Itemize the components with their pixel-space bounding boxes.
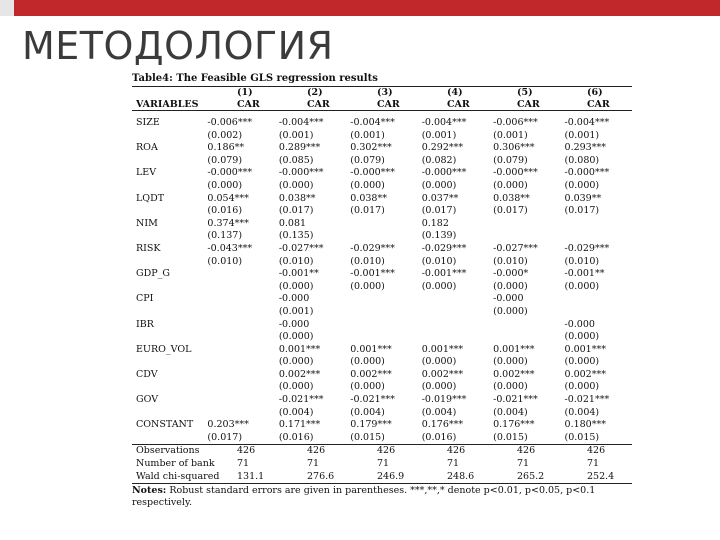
value-cell: 0.037** <box>421 192 459 204</box>
value-cell: (0.004) <box>278 406 314 418</box>
value-cell: (0.079) <box>350 154 385 166</box>
value-cell <box>346 293 417 306</box>
value-cell: (0.000) <box>350 179 385 191</box>
value-cell: 131.1 <box>237 470 265 482</box>
value-cell <box>418 319 489 332</box>
value-cell <box>346 306 417 319</box>
value-cell: (0.000) <box>278 280 314 292</box>
value-cell: -0.000*** <box>207 167 253 179</box>
value-cell: (0.000) <box>278 381 314 393</box>
row-label-cell: Number of bank <box>136 458 215 470</box>
value-cell: -0.021*** <box>350 394 395 406</box>
coefficient-row <box>132 193 632 206</box>
value-cell: (1) <box>237 87 253 98</box>
value-cell <box>203 369 274 382</box>
row-label-cell: Observations <box>136 445 200 457</box>
value-cell: (0.016) <box>207 205 243 217</box>
value-cell <box>418 331 489 344</box>
std-error-row <box>132 356 632 369</box>
coefficient-row <box>132 218 632 231</box>
value-cell: (6) <box>587 87 603 98</box>
value-cell: -0.000*** <box>421 167 467 179</box>
value-cell: -0.000*** <box>350 167 395 179</box>
value-cell: -0.029*** <box>421 242 467 254</box>
value-cell: 0.374*** <box>207 217 249 229</box>
row-label-cell <box>132 230 203 243</box>
value-cell: 0.182 <box>421 217 449 229</box>
value-cell: -0.027*** <box>493 242 538 254</box>
value-cell: 426 <box>377 445 396 457</box>
value-cell: 426 <box>237 445 256 457</box>
value-cell: CAR <box>447 98 470 110</box>
value-cell: (0.000) <box>493 179 528 191</box>
value-cell: 252.4 <box>587 470 615 482</box>
summary-row <box>132 471 653 484</box>
value-cell: (0.010) <box>564 255 600 267</box>
value-cell: (0.001) <box>564 129 600 141</box>
value-cell: (2) <box>307 87 323 98</box>
value-cell: 0.002*** <box>278 368 321 380</box>
value-cell: 246.9 <box>377 470 405 482</box>
value-cell: -0.019*** <box>421 394 467 406</box>
value-cell <box>489 218 560 231</box>
value-cell: -0.027*** <box>278 242 324 254</box>
value-cell: 0.002*** <box>350 368 392 380</box>
row-label-cell <box>132 432 203 445</box>
value-cell: (4) <box>447 87 463 98</box>
top-accent-bar-left-segment <box>0 0 14 16</box>
value-cell: 0.001*** <box>493 343 535 355</box>
value-cell: 0.002*** <box>564 368 606 380</box>
coefficient-row <box>132 319 632 332</box>
value-cell: (0.079) <box>493 154 528 166</box>
value-cell: -0.043*** <box>207 242 253 254</box>
value-cell: (0.004) <box>350 406 385 418</box>
value-cell <box>203 306 274 319</box>
row-label-cell: NIM <box>136 217 158 229</box>
value-cell <box>418 293 489 306</box>
value-cell: (0.000) <box>421 280 457 292</box>
row-label-cell <box>132 407 203 420</box>
std-error-row <box>132 155 632 168</box>
value-cell: (0.010) <box>350 255 385 267</box>
row-label-cell: RISK <box>136 242 161 254</box>
value-cell <box>203 331 274 344</box>
value-cell: 426 <box>307 445 326 457</box>
value-cell: -0.021*** <box>493 394 538 406</box>
value-cell: 248.6 <box>447 470 475 482</box>
coefficient-row <box>132 293 632 306</box>
row-label-cell <box>132 180 203 193</box>
value-cell <box>489 319 560 332</box>
value-cell: (0.000) <box>278 356 314 368</box>
value-cell: (0.000) <box>493 356 528 368</box>
value-cell: (0.079) <box>207 154 243 166</box>
value-cell <box>489 331 560 344</box>
value-cell: 71 <box>237 458 250 470</box>
row-label-cell <box>132 87 233 99</box>
value-cell: 426 <box>517 445 536 457</box>
regression-table <box>132 87 653 110</box>
value-cell: CAR <box>307 98 330 110</box>
value-cell: (0.002) <box>207 129 243 141</box>
value-cell: -0.004*** <box>278 117 324 128</box>
value-cell: 0.179*** <box>350 419 392 431</box>
std-error-row <box>132 331 632 344</box>
value-cell: CAR <box>517 98 540 110</box>
value-cell: 0.176*** <box>421 419 464 431</box>
value-cell: (0.017) <box>207 431 243 443</box>
value-cell: 265.2 <box>517 470 545 482</box>
value-cell: (0.016) <box>421 431 457 443</box>
value-cell: 0.292*** <box>421 142 464 154</box>
row-label-cell <box>132 306 203 319</box>
std-error-row <box>132 180 632 193</box>
value-cell: (0.010) <box>421 255 457 267</box>
value-cell: -0.004*** <box>350 117 395 128</box>
value-cell: (0.000) <box>564 381 600 393</box>
value-cell: (0.000) <box>564 331 600 343</box>
value-cell: -0.021*** <box>564 394 610 406</box>
value-cell: -0.000* <box>493 268 529 280</box>
value-cell: (0.000) <box>421 356 457 368</box>
std-error-row <box>132 432 632 445</box>
value-cell: -0.006*** <box>207 117 253 128</box>
value-cell: (0.000) <box>493 305 528 317</box>
value-cell <box>489 230 560 243</box>
value-cell <box>561 293 632 306</box>
value-cell: (0.017) <box>278 205 314 217</box>
value-cell: (5) <box>517 87 533 98</box>
value-cell: 0.002*** <box>421 368 464 380</box>
value-cell: -0.000 <box>564 318 595 330</box>
value-cell: 71 <box>377 458 390 470</box>
std-error-row <box>132 407 632 420</box>
value-cell: -0.000*** <box>278 167 324 179</box>
value-cell: (0.001) <box>278 305 314 317</box>
coefficient-row <box>132 142 632 155</box>
value-cell: (0.010) <box>493 255 528 267</box>
value-cell: (0.080) <box>564 154 600 166</box>
value-cell: -0.001** <box>278 268 319 280</box>
coefficient-row <box>132 344 632 357</box>
value-cell: (0.000) <box>278 179 314 191</box>
value-cell: 426 <box>587 445 606 457</box>
regression-table-figure <box>132 72 632 509</box>
value-cell: (0.135) <box>278 230 314 242</box>
header-row-numbers <box>132 87 653 99</box>
value-cell: (0.016) <box>278 431 314 443</box>
value-cell: 0.001*** <box>278 343 321 355</box>
std-error-row <box>132 281 632 294</box>
value-cell <box>346 230 417 243</box>
value-cell: (0.015) <box>564 431 600 443</box>
value-cell <box>203 407 274 420</box>
value-cell <box>346 319 417 332</box>
row-label-cell: GOV <box>136 394 159 406</box>
value-cell <box>203 281 274 294</box>
value-cell: (0.017) <box>350 205 385 217</box>
row-label-cell: LQDT <box>136 192 165 204</box>
value-cell: CAR <box>237 98 260 110</box>
coefficient-row <box>132 243 632 256</box>
row-label-cell: CDV <box>136 368 158 380</box>
regression-table-body <box>132 111 632 444</box>
value-cell: (0.000) <box>493 381 528 393</box>
std-error-row <box>132 381 632 394</box>
value-cell: (0.085) <box>278 154 314 166</box>
value-cell: 0.002*** <box>493 368 535 380</box>
value-cell: (0.139) <box>421 230 457 242</box>
table-notes <box>132 485 632 509</box>
coefficient-row <box>132 117 632 130</box>
value-cell: 0.039** <box>564 192 602 204</box>
value-cell: -0.001*** <box>421 268 467 280</box>
value-cell: 0.038** <box>350 192 387 204</box>
notes-text: Robust standard errors are given in parentheses. ***,**,* denote p<0.01, p<0.05, p<0.1 respectively. <box>132 485 596 509</box>
value-cell: (0.000) <box>350 356 385 368</box>
row-label-cell <box>132 381 203 394</box>
row-label-cell: ROA <box>136 142 158 154</box>
row-label-cell: EURO_VOL <box>136 343 192 355</box>
value-cell: 426 <box>447 445 466 457</box>
value-cell: 0.203*** <box>207 419 249 431</box>
value-cell: 0.001*** <box>421 343 464 355</box>
value-cell: (0.000) <box>350 280 385 292</box>
value-cell: 0.289*** <box>278 142 321 154</box>
value-cell: 0.054*** <box>207 192 249 204</box>
value-cell: 276.6 <box>307 470 335 482</box>
summary-row <box>132 445 653 458</box>
value-cell: -0.000*** <box>493 167 538 179</box>
row-label-cell <box>132 356 203 369</box>
row-label-cell <box>132 256 203 269</box>
value-cell: (0.001) <box>278 129 314 141</box>
coefficient-row <box>132 268 632 281</box>
coefficient-row <box>132 394 632 407</box>
value-cell: 0.176*** <box>493 419 535 431</box>
value-cell: (0.004) <box>421 406 457 418</box>
value-cell: (0.001) <box>350 129 385 141</box>
coefficient-row <box>132 419 632 432</box>
value-cell: 0.302*** <box>350 142 392 154</box>
value-cell: (0.017) <box>564 205 600 217</box>
value-cell: -0.029*** <box>564 242 610 254</box>
value-cell: -0.001** <box>564 268 605 280</box>
row-label-cell: CPI <box>136 293 154 305</box>
value-cell: (0.000) <box>564 356 600 368</box>
value-cell: -0.004*** <box>564 117 610 128</box>
value-cell <box>203 268 274 281</box>
value-cell: 71 <box>517 458 530 470</box>
value-cell <box>561 218 632 231</box>
value-cell: 0.081 <box>278 217 307 229</box>
value-cell <box>418 306 489 319</box>
value-cell <box>346 218 417 231</box>
value-cell: CAR <box>587 98 610 110</box>
value-cell: (0.010) <box>278 255 314 267</box>
value-cell: (0.017) <box>421 205 457 217</box>
value-cell <box>561 306 632 319</box>
slide-title: МЕТОДОЛОГИЯ <box>22 24 334 68</box>
value-cell <box>203 293 274 306</box>
value-cell <box>203 394 274 407</box>
value-cell: (3) <box>377 87 393 98</box>
value-cell: 0.293*** <box>564 142 606 154</box>
value-cell: 0.038** <box>493 192 530 204</box>
value-cell: (0.000) <box>421 381 457 393</box>
value-cell: (0.000) <box>207 179 243 191</box>
std-error-row <box>132 306 632 319</box>
value-cell: (0.000) <box>421 179 457 191</box>
row-label-cell <box>132 130 203 143</box>
value-cell: (0.000) <box>350 381 385 393</box>
value-cell: (0.010) <box>207 255 243 267</box>
row-label-cell <box>132 155 203 168</box>
coefficient-row <box>132 167 632 180</box>
value-cell: (0.004) <box>493 406 528 418</box>
std-error-row <box>132 130 632 143</box>
value-cell: (0.000) <box>278 331 314 343</box>
value-cell: -0.004*** <box>421 117 467 128</box>
top-accent-bar <box>0 0 720 16</box>
std-error-row <box>132 256 632 269</box>
row-label-cell: Wald chi-squared <box>136 470 220 482</box>
value-cell <box>203 344 274 357</box>
value-cell: 0.001*** <box>564 343 606 355</box>
row-label-cell: IBR <box>136 318 154 330</box>
row-label-cell: CONSTANT <box>136 419 194 431</box>
value-cell: 0.306*** <box>493 142 535 154</box>
value-cell: 0.186** <box>207 142 245 154</box>
value-cell: (0.015) <box>493 431 528 443</box>
value-cell: -0.000 <box>278 318 310 330</box>
value-cell: -0.006*** <box>493 117 538 128</box>
row-label-cell: SIZE <box>136 117 160 128</box>
row-label-cell <box>132 331 203 344</box>
summary-row <box>132 458 653 471</box>
regression-table-summary <box>132 445 653 483</box>
coefficient-row <box>132 369 632 382</box>
value-cell <box>203 319 274 332</box>
std-error-row <box>132 205 632 218</box>
std-error-row <box>132 230 632 243</box>
value-cell: -0.000 <box>278 293 310 305</box>
value-cell <box>203 356 274 369</box>
row-label-cell: VARIABLES <box>136 98 199 110</box>
value-cell: (0.000) <box>564 280 600 292</box>
value-cell: -0.000*** <box>564 167 610 179</box>
value-cell: (0.137) <box>207 230 243 242</box>
value-cell: -0.021*** <box>278 394 324 406</box>
value-cell: -0.001*** <box>350 268 395 280</box>
value-cell: (0.082) <box>421 154 457 166</box>
row-label-cell: GDP_G <box>136 268 170 280</box>
value-cell: CAR <box>377 98 400 110</box>
value-cell <box>203 381 274 394</box>
value-cell: 71 <box>587 458 600 470</box>
value-cell: 71 <box>447 458 460 470</box>
value-cell: 0.180*** <box>564 419 606 431</box>
notes-label: Notes: <box>132 485 167 497</box>
value-cell: (0.000) <box>564 179 600 191</box>
value-cell: 0.038** <box>278 192 316 204</box>
value-cell: (0.017) <box>493 205 528 217</box>
table-caption: Table4: The Feasible GLS regression results <box>132 73 378 84</box>
value-cell: (0.001) <box>421 129 457 141</box>
value-cell: -0.000 <box>493 293 524 305</box>
value-cell: 0.001*** <box>350 343 392 355</box>
value-cell: (0.015) <box>350 431 385 443</box>
table-bottom-rule <box>132 483 632 484</box>
value-cell: 71 <box>307 458 320 470</box>
value-cell <box>346 331 417 344</box>
value-cell: (0.000) <box>493 280 528 292</box>
value-cell: 0.171*** <box>278 419 321 431</box>
value-cell: (0.004) <box>564 406 600 418</box>
value-cell: (0.001) <box>493 129 528 141</box>
value-cell: -0.029*** <box>350 242 395 254</box>
row-label-cell <box>132 205 203 218</box>
header-row-names <box>132 99 653 111</box>
row-label-cell: LEV <box>136 167 157 179</box>
row-label-cell <box>132 281 203 294</box>
value-cell <box>561 230 632 243</box>
